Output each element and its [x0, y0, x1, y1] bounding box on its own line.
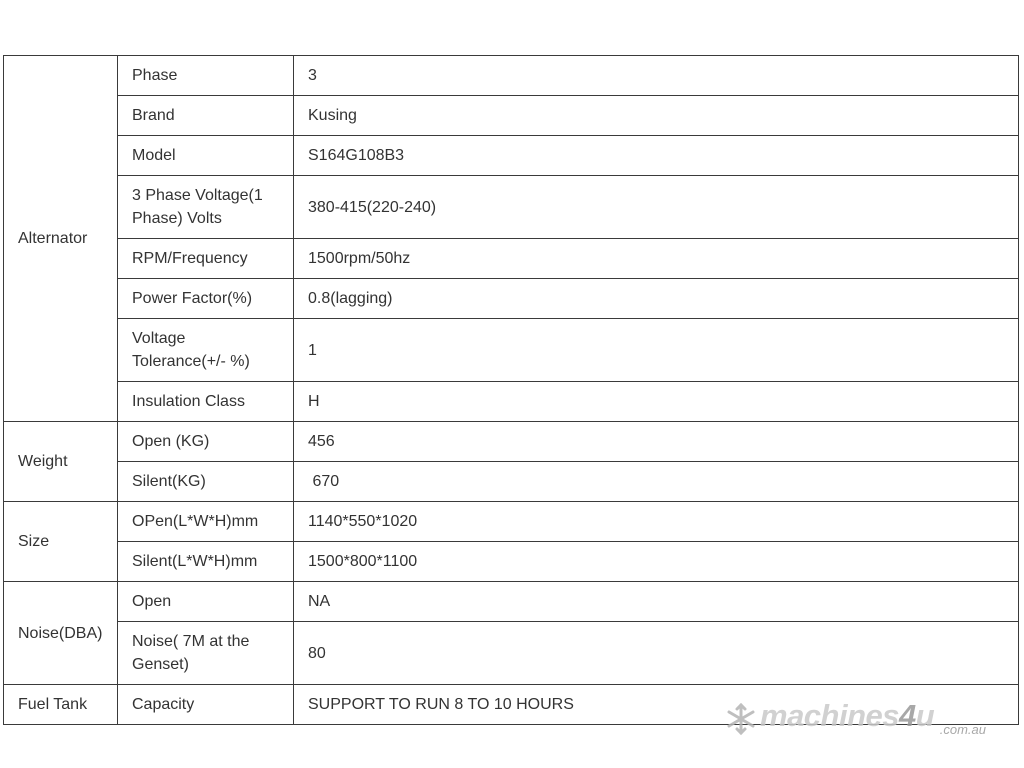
- value-cell: NA: [294, 582, 1019, 622]
- table-row: [4, 96, 1019, 136]
- table-row: [4, 422, 1019, 462]
- value-cell: 1: [294, 319, 1019, 382]
- property-cell: RPM/Frequency: [118, 239, 294, 279]
- group-label-fuel-tank: Fuel Tank: [4, 685, 118, 725]
- property-cell: Model: [118, 136, 294, 176]
- property-cell: Insulation Class: [118, 382, 294, 422]
- group-label-noise: Noise(DBA): [4, 582, 118, 685]
- value-cell: 3: [294, 56, 1019, 96]
- watermark-brand-end: u: [915, 698, 935, 733]
- watermark-brand-four: 4: [899, 698, 916, 733]
- property-cell: Capacity: [118, 685, 294, 725]
- value-cell: 80: [294, 622, 1019, 685]
- table-row: [4, 462, 1019, 502]
- value-cell: 0.8(lagging): [294, 279, 1019, 319]
- table-row: [4, 136, 1019, 176]
- group-label-alternator: Alternator: [4, 56, 118, 422]
- property-cell: Voltage Tolerance(+/- %): [118, 319, 294, 382]
- table-row: [4, 239, 1019, 279]
- watermark-domain: .com.au: [939, 722, 986, 737]
- property-cell: Phase: [118, 56, 294, 96]
- value-cell: 670: [294, 462, 1019, 502]
- property-cell: Power Factor(%): [118, 279, 294, 319]
- table-row: [4, 56, 1019, 96]
- table-row: [4, 502, 1019, 542]
- value-cell: 1500rpm/50hz: [294, 239, 1019, 279]
- table-row: [4, 176, 1019, 239]
- snowflake-arrow-icon: [724, 702, 758, 736]
- group-label-weight: Weight: [4, 422, 118, 502]
- watermark-brand: [760, 698, 934, 734]
- table-row: [4, 382, 1019, 422]
- value-cell: 456: [294, 422, 1019, 462]
- group-label-size: Size: [4, 502, 118, 582]
- property-cell: Noise( 7M at the Genset): [118, 622, 294, 685]
- specifications-table: [3, 55, 1019, 725]
- value-cell: 1500*800*1100: [294, 542, 1019, 582]
- property-cell: OPen(L*W*H)mm: [118, 502, 294, 542]
- table-row: [4, 319, 1019, 382]
- value-cell: SUPPORT TO RUN 8 TO 10 HOURS: [294, 685, 1019, 725]
- value-cell: 380-415(220-240): [294, 176, 1019, 239]
- value-cell: S164G108B3: [294, 136, 1019, 176]
- property-cell: Brand: [118, 96, 294, 136]
- value-cell: 1140*550*1020: [294, 502, 1019, 542]
- table-row: [4, 542, 1019, 582]
- value-cell: H: [294, 382, 1019, 422]
- table-row: [4, 279, 1019, 319]
- property-cell: Open (KG): [118, 422, 294, 462]
- table-row: [4, 582, 1019, 622]
- value-cell: Kusing: [294, 96, 1019, 136]
- watermark-logo: [724, 700, 986, 742]
- property-cell: Silent(KG): [118, 462, 294, 502]
- table-row: [4, 622, 1019, 685]
- property-cell: 3 Phase Voltage(1 Phase) Volts: [118, 176, 294, 239]
- property-cell: Open: [118, 582, 294, 622]
- watermark-brand-main: machines: [760, 698, 900, 733]
- property-cell: Silent(L*W*H)mm: [118, 542, 294, 582]
